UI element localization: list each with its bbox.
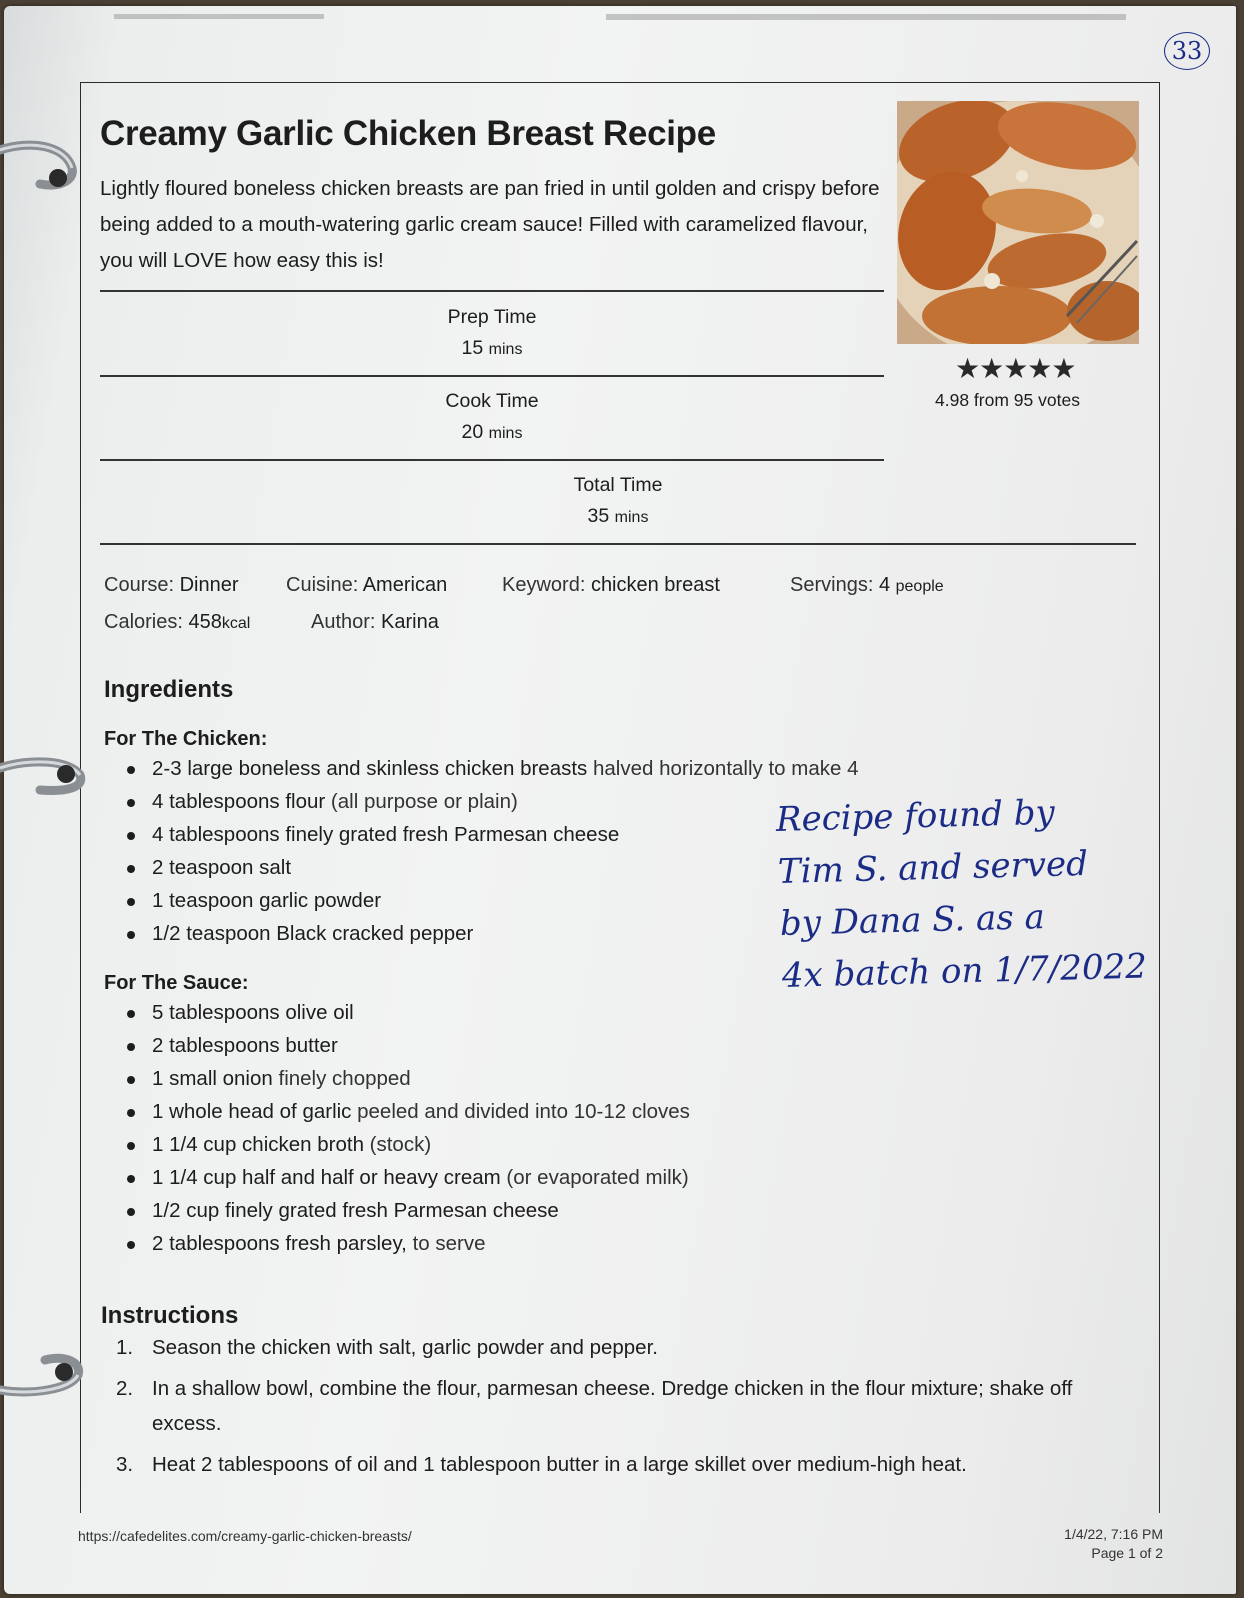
handwritten-note-line: 4x batch on 1/7/2022	[781, 946, 1148, 996]
calories-value: 458	[188, 611, 222, 633]
total-time	[518, 474, 718, 528]
binder-ring	[0, 740, 100, 820]
ingredient-item: 2 teaspoon salt	[152, 851, 859, 884]
course-value: Dinner	[179, 574, 239, 596]
instructions-heading: Instructions	[101, 1302, 239, 1329]
course-meta: Course: Dinner	[104, 574, 239, 596]
handwritten-note-line: by Dana S. as a	[779, 897, 1046, 944]
cook-time-value: 20	[461, 421, 484, 443]
instruction-step: 2. In a shallow bowl, combine the flour, parmesan cheese. Dredge chicken in the flour mixture; shake off excess.	[116, 1377, 1073, 1435]
ingredient-item: 4 tablespoons finely grated fresh Parmesan cheese	[152, 818, 859, 851]
cuisine-meta: Cuisine: American	[286, 574, 448, 596]
handwritten-note-line: Tim S. and served	[777, 843, 1089, 892]
ingredient-item: 1 whole head of garlic peeled and divided into 10-12 cloves	[152, 1095, 690, 1128]
instruction-step: 1. Season the chicken with salt, garlic powder and pepper.	[116, 1336, 658, 1359]
ingredient-item: 2-3 large boneless and skinless chicken breasts halved horizontally to make 4	[152, 752, 859, 785]
prep-time-unit: mins	[488, 341, 523, 358]
print-header-strip	[114, 14, 1126, 20]
instructions-list	[116, 1330, 1126, 1488]
instruction-step: 3. Heat 2 tablespoons of oil and 1 tablespoon butter in a large skillet over medium-high heat.	[116, 1453, 967, 1476]
cook-time-unit: mins	[488, 425, 523, 442]
ingredient-item: 1/2 teaspoon Black cracked pepper	[152, 917, 859, 950]
ingredient-item: 2 tablespoons fresh parsley, to serve	[152, 1227, 690, 1260]
ingredient-item: 1/2 cup finely grated fresh Parmesan cheese	[152, 1194, 690, 1227]
circled-page-number: 33	[1164, 32, 1210, 70]
prep-time-value: 15	[461, 337, 484, 359]
chicken-subheading: For The Chicken:	[104, 728, 268, 750]
calories-unit: kcal	[221, 615, 251, 632]
author-meta: Author: Karina	[311, 611, 439, 633]
sauce-subheading: For The Sauce:	[104, 972, 249, 994]
prep-time	[392, 306, 592, 360]
source-url: https://cafedelites.com/creamy-garlic-chicken-breasts/	[78, 1528, 412, 1544]
ingredient-item: 1 teaspoon garlic powder	[152, 884, 859, 917]
handwritten-note-line: Recipe found by	[775, 792, 1056, 840]
chicken-dish-image	[897, 101, 1139, 344]
divider	[100, 459, 884, 461]
ingredient-item: 4 tablespoons flour (all purpose or plain)	[152, 785, 859, 818]
author-value: Karina	[381, 611, 439, 633]
divider	[100, 543, 1136, 545]
calories-meta: Calories: 458kcal	[104, 611, 251, 633]
page-indicator: Page 1 of 2	[1091, 1545, 1163, 1561]
prep-time-label: Prep Time	[447, 306, 537, 328]
rating-text: 4.98 from 95 votes	[935, 390, 1080, 410]
chicken-ingredients-list	[152, 752, 859, 950]
print-datetime: 1/4/22, 7:16 PM	[1064, 1526, 1163, 1542]
ingredient-item: 5 tablespoons olive oil	[152, 996, 690, 1029]
recipe-title: Creamy Garlic Chicken Breast Recipe	[100, 114, 716, 153]
recipe-summary: Lightly floured boneless chicken breasts are pan fried in until golden and crispy before being added to a mouth-watering garlic cream sauce! Filled with caramelized flavour, you will LOVE how easy this is!	[100, 177, 880, 272]
total-time-unit: mins	[614, 509, 649, 526]
star-rating: ★★★★★	[955, 353, 1076, 384]
cook-time-label: Cook Time	[445, 390, 539, 412]
ingredient-item: 1 small onion finely chopped	[152, 1062, 690, 1095]
ingredient-item: 1 1/4 cup chicken broth (stock)	[152, 1128, 690, 1161]
recipe-photo	[897, 101, 1139, 344]
divider	[100, 290, 884, 292]
servings-unit: people	[895, 578, 944, 595]
cuisine-value: American	[362, 574, 448, 596]
total-time-label: Total Time	[573, 474, 663, 496]
servings-meta: Servings: 4 people	[790, 574, 944, 596]
divider	[100, 375, 884, 377]
keyword-meta: Keyword: chicken breast	[502, 574, 720, 596]
ingredients-heading: Ingredients	[104, 676, 234, 703]
ingredient-item: 2 tablespoons butter	[152, 1029, 690, 1062]
cook-time	[392, 390, 592, 444]
keyword-value: chicken breast	[590, 574, 720, 596]
binder-ring	[0, 130, 90, 210]
binder-ring	[0, 1340, 100, 1420]
total-time-value: 35	[587, 505, 610, 527]
ingredient-item: 1 1/4 cup half and half or heavy cream (or evaporated milk)	[152, 1161, 690, 1194]
servings-value: 4	[878, 574, 891, 596]
sauce-ingredients-list	[152, 996, 690, 1260]
